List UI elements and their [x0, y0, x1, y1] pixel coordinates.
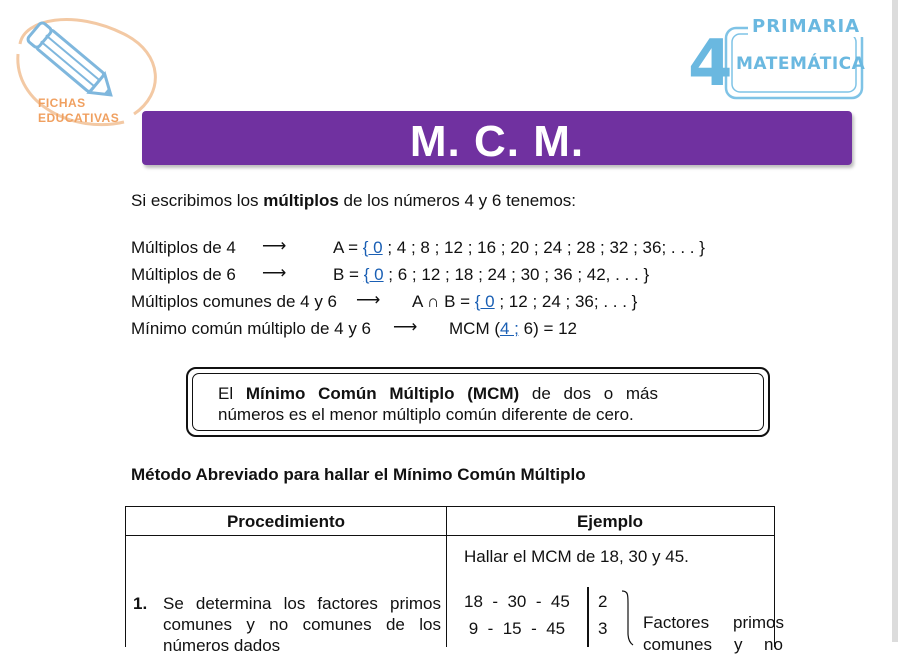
intro-prefix: Si escribimos los — [131, 191, 264, 210]
set-first: { 0 — [362, 238, 383, 257]
multiples-label: Múltiplos de 6 — [131, 265, 236, 284]
definition-suffix: de dos o más números es el menor múltiplo común diferente de cero. — [218, 384, 658, 424]
logo-right-subject: MATEMÁTICA — [736, 54, 866, 74]
table-header-divider — [126, 535, 774, 536]
note-word: Factores — [643, 613, 710, 632]
set-rest: ; 12 ; 24 ; 36; . . . } — [494, 292, 638, 311]
primaria-matematica-logo — [686, 14, 870, 104]
logo-left-line1: FICHAS — [38, 96, 86, 110]
division-bar — [587, 587, 589, 647]
multiples-set — [449, 319, 577, 339]
brace-icon — [620, 589, 634, 649]
factor-row-numbers: 18 - 30 - 45 — [464, 592, 570, 611]
arrow-icon: ⟶ — [356, 290, 381, 309]
note-word: y — [734, 635, 743, 654]
definition-bold: Mínimo Común Múltiplo (MCM) — [245, 384, 520, 403]
table-header-procedimiento: Procedimiento — [226, 512, 346, 531]
step-line: números dados — [163, 636, 281, 655]
set-rest: 6) = 12 — [518, 319, 578, 338]
factor-row-factor: 3 — [598, 619, 608, 638]
multiples-label: Múltiplos comunes de 4 y 6 — [131, 292, 337, 311]
logo-right-number: 4 — [688, 27, 733, 101]
factor-row-numbers: 9 - 15 - 45 — [464, 619, 566, 638]
arrow-icon: ⟶ — [393, 317, 418, 336]
method-table — [125, 506, 785, 655]
logo-right-top: PRIMARIA — [748, 16, 864, 37]
set-first: 4 ; — [499, 319, 519, 338]
page-edge — [892, 0, 898, 642]
note-word: primos — [733, 613, 785, 632]
page-title: M. C. M. — [409, 117, 585, 166]
example-intro: Hallar el MCM de 18, 30 y 45. — [464, 547, 689, 566]
intro-suffix: de los números 4 y 6 tenemos: — [338, 191, 577, 210]
note-word: no — [764, 635, 783, 654]
set-rest: ; 4 ; 8 ; 12 ; 16 ; 20 ; 24 ; 28 ; 32 ; 36; . . . } — [382, 238, 705, 257]
multiples-set — [333, 238, 705, 258]
factor-row-factor: 2 — [598, 592, 608, 611]
multiples-label: Múltiplos de 4 — [131, 238, 236, 257]
step-line: comunes y no comunes de los — [163, 615, 441, 634]
note-word: comunes — [643, 635, 712, 654]
set-first: { 0 — [363, 265, 384, 284]
logo-left-line2: EDUCATIVAS — [38, 111, 120, 125]
definition-text — [218, 383, 658, 425]
title-bar — [142, 111, 852, 165]
intro-bold: múltiplos — [263, 191, 339, 210]
set-rest: ; 6 ; 12 ; 18 ; 24 ; 30 ; 36 ; 42, . . . } — [383, 265, 650, 284]
set-prefix: MCM ( — [449, 319, 500, 338]
set-prefix: B = — [333, 265, 364, 284]
intro-sentence — [131, 191, 576, 211]
table-header-ejemplo: Ejemplo — [576, 512, 644, 531]
multiples-set — [412, 292, 637, 312]
step-line: Se determina los factores primos — [163, 594, 441, 613]
set-prefix: A ∩ B = — [412, 292, 475, 311]
multiples-set — [333, 265, 649, 285]
multiples-label: Mínimo común múltiplo de 4 y 6 — [131, 319, 371, 338]
set-prefix: A = — [333, 238, 363, 257]
definition-prefix: El — [218, 384, 246, 403]
definition-box — [186, 367, 770, 437]
step-number: 1. — [133, 594, 148, 613]
set-first: { 0 — [474, 292, 495, 311]
arrow-icon: ⟶ — [262, 263, 287, 282]
method-heading: Método Abreviado para hallar el Mínimo Común Múltiplo — [131, 465, 586, 484]
arrow-icon: ⟶ — [262, 236, 287, 255]
